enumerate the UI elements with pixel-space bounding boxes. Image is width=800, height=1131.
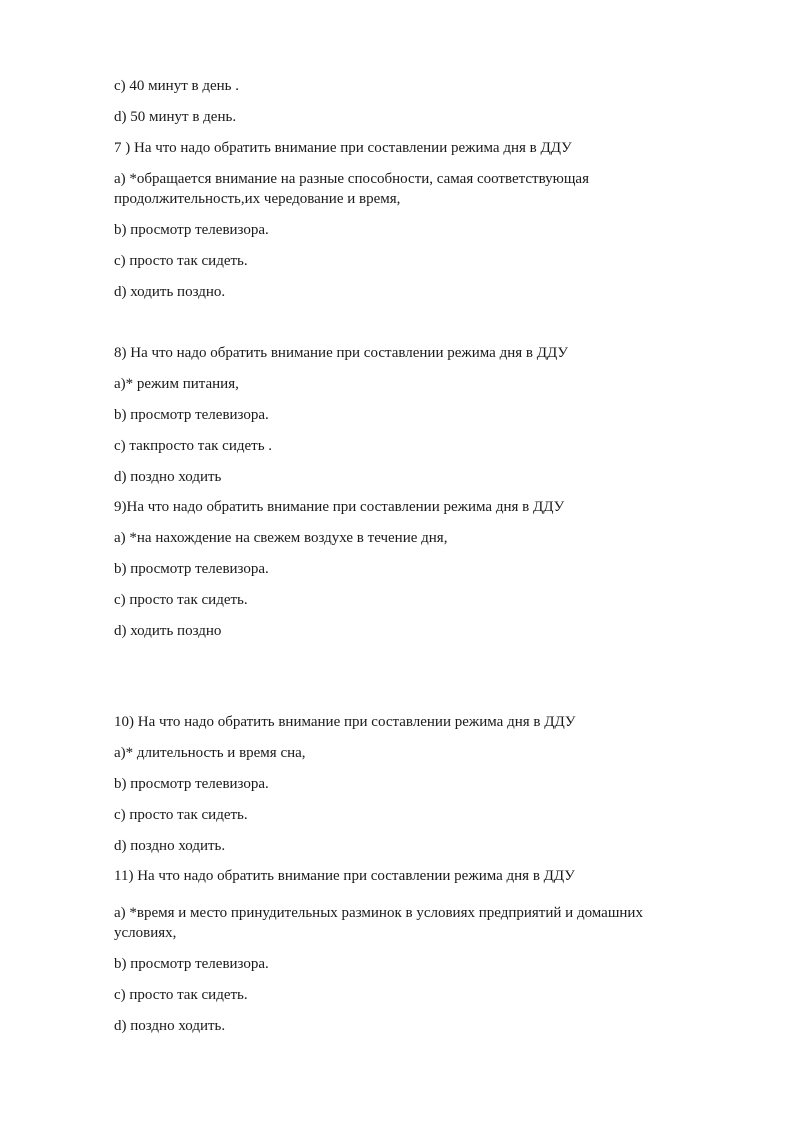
question-text: 11) На что надо обратить внимание при составлении режима дня в ДДУ <box>114 868 575 884</box>
answer-option: c) просто так сидеть. <box>114 807 248 823</box>
question-text: 9)На что надо обратить внимание при составлении режима дня в ДДУ <box>114 499 565 515</box>
answer-option: a) *время и место принудительных разминок в условиях предприятий и домашних условиях, <box>114 905 643 941</box>
answer-option: b) просмотр телевизора. <box>114 561 269 577</box>
answer-option: c) такпросто так сидеть . <box>114 438 273 454</box>
answer-option: c) просто так сидеть. <box>114 987 248 1003</box>
answer-option: b) просмотр телевизора. <box>114 407 269 423</box>
answer-option: a)* длительность и время сна, <box>114 745 306 761</box>
question-text: 10) На что надо обратить внимание при составлении режима дня в ДДУ <box>114 714 576 730</box>
answer-option: d) поздно ходить. <box>114 1018 226 1034</box>
answer-option: a) *на нахождение на свежем воздухе в течение дня, <box>114 530 448 546</box>
answer-option: d) ходить поздно. <box>114 284 226 300</box>
answer-option: c) просто так сидеть. <box>114 592 248 608</box>
answer-option: c) 40 минут в день . <box>114 78 239 94</box>
answer-option: d) 50 минут в день. <box>114 109 237 125</box>
answer-option: b) просмотр телевизора. <box>114 776 269 792</box>
question-text: 8) На что надо обратить внимание при составлении режима дня в ДДУ <box>114 345 568 361</box>
answer-option: d) поздно ходить <box>114 469 222 485</box>
answer-option: c) просто так сидеть. <box>114 253 248 269</box>
answer-option: a) *обращается внимание на разные способности, самая соответствующая продолжительность,их чередование и время, <box>114 171 589 207</box>
answer-option: b) просмотр телевизора. <box>114 222 269 238</box>
answer-option: b) просмотр телевизора. <box>114 956 269 972</box>
answer-option: a)* режим питания, <box>114 376 239 392</box>
question-text: 7 ) На что надо обратить внимание при составлении режима дня в ДДУ <box>114 140 572 156</box>
answer-option: d) поздно ходить. <box>114 838 226 854</box>
answer-option: d) ходить поздно <box>114 623 222 639</box>
